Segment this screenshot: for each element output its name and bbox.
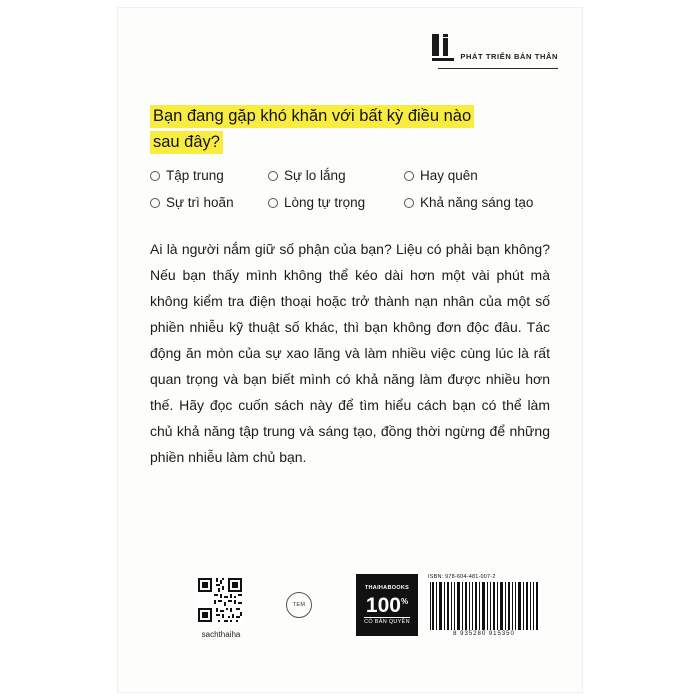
checklist-row [150, 168, 554, 183]
checklist-item[interactable] [150, 195, 268, 210]
checklist [150, 168, 554, 222]
qr-caption: sachthaiha [201, 630, 241, 639]
barcode-number: 8 935280 915350 [453, 631, 515, 637]
seal-label: TEM [292, 602, 306, 608]
checklist-row [150, 195, 554, 210]
checklist-item[interactable] [268, 168, 404, 183]
percent-symbol: % [400, 597, 409, 606]
headline-line-2: sau đây? [150, 129, 550, 155]
checklist-item-label: Lòng tự trọng [284, 195, 366, 210]
checkbox-circle-icon[interactable] [404, 171, 414, 181]
checkbox-circle-icon[interactable] [150, 171, 160, 181]
book-cover [118, 8, 582, 692]
checklist-item-label: Sự lo lắng [284, 168, 346, 183]
checklist-item-label: Khả năng sáng tạo [420, 195, 534, 210]
checklist-item-label: Tập trung [166, 168, 224, 183]
copyright-brand: THAIHABOOKS [364, 585, 410, 591]
publisher-logo [432, 34, 558, 64]
publisher-divider [438, 68, 558, 69]
copyright-number: 100% [365, 594, 409, 617]
checkbox-circle-icon[interactable] [268, 171, 278, 181]
qr-code-icon[interactable] [196, 576, 244, 624]
publisher-name: PHÁT TRIỂN BẢN THÂN [460, 52, 558, 61]
checklist-item[interactable] [404, 195, 554, 210]
checklist-item[interactable] [268, 195, 404, 210]
checkbox-circle-icon[interactable] [404, 198, 414, 208]
isbn-text: ISBN: 978-604-481-007-2 [428, 574, 496, 580]
book-pillar-icon [432, 34, 454, 64]
headline-line-1: Bạn đang gặp khó khăn với bất kỳ điều nào [150, 103, 550, 129]
checklist-item[interactable] [150, 168, 268, 183]
isbn-block [428, 574, 540, 637]
headline [150, 103, 550, 155]
copyright-subtitle: CÓ BẢN QUYỀN [364, 619, 410, 625]
checklist-item[interactable] [404, 168, 554, 183]
checklist-item-label: Hay quên [420, 168, 478, 183]
blurb-text: Ai là người nắm giữ số phận của bạn? Liệu có phải bạn không? Nếu bạn thấy mình không thể kéo dài hơn một vài phút mà không kiểm tra điện thoại hoặc trở thành nạn nhân của một số phiền nhiễu kỹ thuật số khác, thì bạn không đơn độc đâu. Tác động ăn mòn của sự xao lãng và làm nhiều việc cùng lúc là rất quan trọng và bạn biết mình có khả năng làm được nhiều hơn thế. Hãy đọc cuốn sách này để tìm hiểu cách bạn có thể làm chủ khả năng tập trung và sáng tạo, đồng thời ngừng để những phiền nhiễu làm chủ bạn. [150, 241, 550, 465]
status-badge [286, 592, 312, 618]
checklist-item-label: Sự trì hoãn [166, 195, 234, 210]
copyright-badge [356, 574, 418, 636]
checkbox-circle-icon[interactable] [150, 198, 160, 208]
barcode-icon [428, 582, 540, 630]
checkbox-circle-icon[interactable] [268, 198, 278, 208]
